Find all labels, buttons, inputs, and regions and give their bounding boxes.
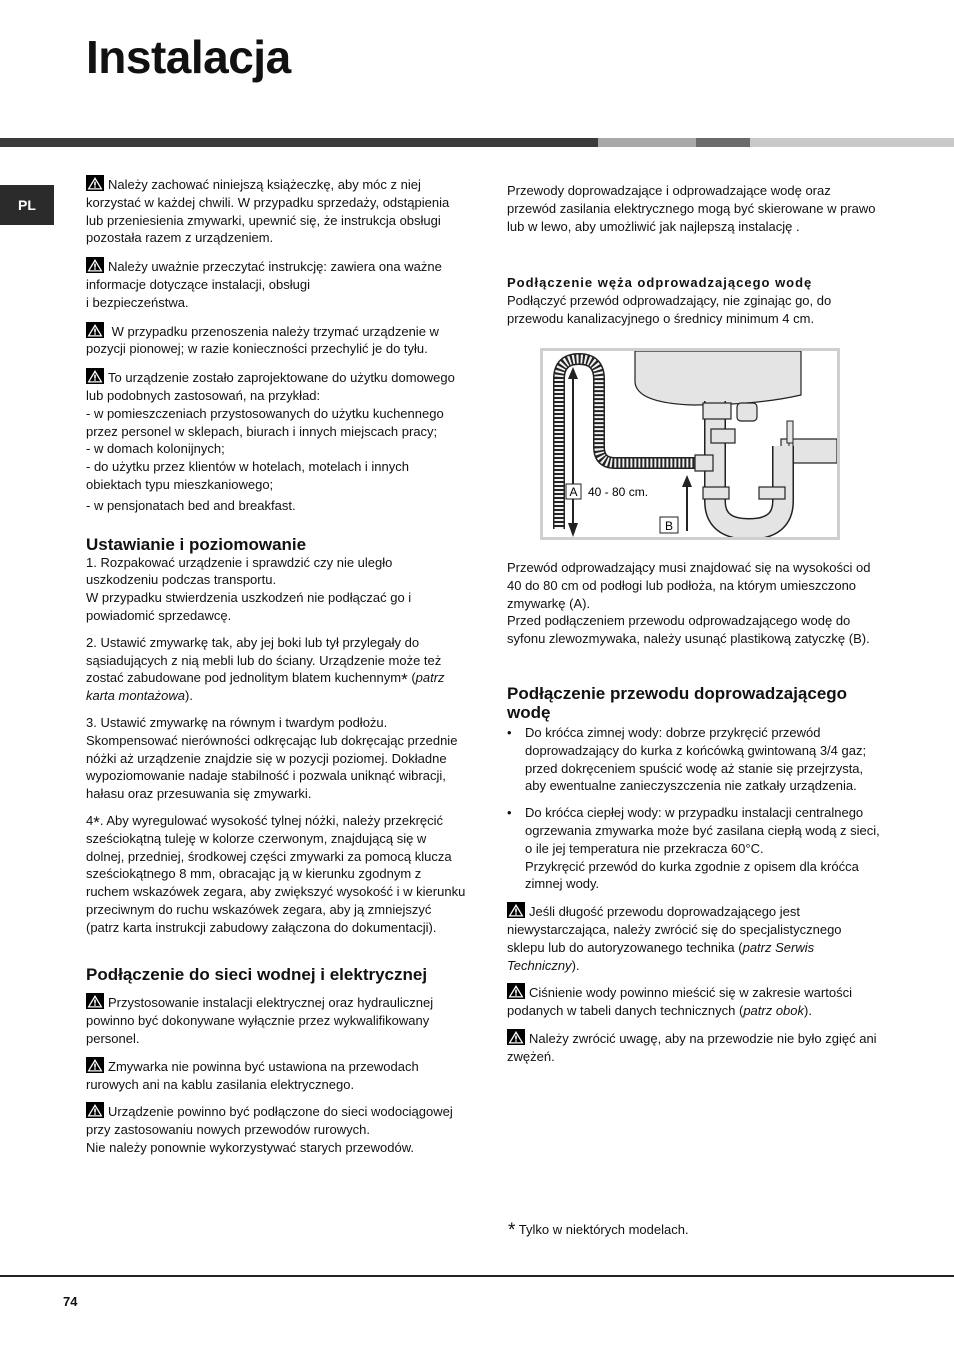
- warning-icon: [86, 1057, 104, 1073]
- use-list-item: - w pensjonatach bed and breakfast.: [86, 497, 296, 513]
- section-heading-leveling: Ustawianie i poziomowanie: [86, 534, 307, 554]
- page-number: 74: [63, 1294, 78, 1309]
- footnote-star: *: [401, 670, 408, 690]
- right-column-top: [507, 182, 877, 328]
- drain-plug-text: Przed podłączeniem przewodu odprowadzającego wodę do syfonu zlewozmywaka, należy usunąć plastikową zatyczkę (B).: [507, 613, 870, 647]
- old-pipes-note: Nie należy ponownie wykorzystywać starych przewodów.: [86, 1140, 415, 1156]
- left-column: [86, 175, 466, 1157]
- footnote-star: *: [93, 812, 100, 832]
- drain-hose-diagram: [540, 348, 840, 540]
- drain-diagram-svg: [543, 351, 837, 537]
- label-b: B: [664, 519, 674, 533]
- height-range-label: 40 - 80 cm.: [588, 485, 649, 499]
- warning-icon: [86, 368, 104, 384]
- drain-height-text: Przewód odprowadzający musi znajdować się na wysokości od 40 do 80 cm od podłogi lub podłoża, na którym umieszczono zmywarkę (A).: [507, 560, 871, 611]
- label-a: A: [569, 485, 578, 499]
- hoses-intro: Przewody doprowadzające i odprowadzające wodę oraz przewód zasilania elektrycznego mogą być skierowane w prawo lub w lewo, aby umożliwić jak najlepszą instalację .: [507, 183, 876, 234]
- section-heading-connection: Podłączenie do sieci wodnej i elektrycznej: [86, 965, 428, 985]
- inlet-bullet-list: [507, 724, 882, 893]
- warning-icon: [507, 983, 525, 999]
- subheading-drain-hose: Podłączenie węża odprowadzającego wodę: [507, 275, 813, 291]
- warning-icon: [86, 1102, 104, 1118]
- warning-icon: [507, 1029, 525, 1045]
- list-item-hot-water: • Do króćca ciepłej wody: w przypadku instalacji centralnego ogrzewania zmywarka może być zasilana ciepłą wodą z sieci, o ile jej temperatura nie przekracza 60°C. Przykręcić przewód do kurka zgodnie z opisem dla króćca zimnej wody.: [507, 804, 882, 893]
- warning-intended-use: To urządzenie zostało zaprojektowane do użytku domowego lub podobnych zastosowań, na przykład:: [86, 370, 455, 403]
- warning-transport: W przypadku przenoszenia należy trzymać urządzenie w pozycji pionowej; w razie konieczności przechylić je do tyłu.: [86, 323, 439, 357]
- section-heading-inlet: Podłączenie przewodu doprowadzającego wodę: [507, 683, 848, 722]
- warning-keep-booklet: Należy zachować niniejszą książeczkę, aby móc z niej korzystać w każdej chwili. W przypadku sprzedaży, odstąpienia lub przeniesienia zmywarki, upewnić się, że instrukcja obsługi pozostała razem z urządzeniem.: [86, 177, 450, 246]
- warning-icon: [86, 993, 104, 1009]
- footnote-star: *: [508, 1220, 516, 1241]
- drain-hose-text: Podłączyć przewód odprowadzający, nie zginając go, do przewodu kanalizacyjnego o średnicy minimum 4 cm.: [507, 293, 832, 326]
- step-2-reference: patrz karta montażowa: [86, 670, 445, 704]
- warning-no-kinks: Należy zwrócić uwagę, aby na przewodzie nie było zgięć ani zwężeń.: [507, 1030, 877, 1064]
- header-bar-mid: [598, 138, 696, 147]
- warning-qualified-personnel: Przystosowanie instalacji elektrycznej oraz hydraulicznej powinno być dokonywane wyłącznie przez wykwalifikowany personel.: [86, 995, 434, 1047]
- use-list-item: - w domach kolonijnych;: [86, 441, 225, 457]
- use-list-item: - w pomieszczeniach przystosowanych do użytku kuchennego przez personel w sklepach, biurach i innych miejscach pracy;: [86, 405, 444, 439]
- warning-icon: [86, 257, 104, 273]
- use-list-item: - do użytku przez klientów w hotelach, motelach i innych obiektach typu mieszkaniowego;: [86, 459, 409, 492]
- warning-icon: [507, 902, 525, 918]
- list-item-cold-water: • Do króćca zimnej wody: dobrze przykręcić przewód doprowadzający do kurka z końcówką gwintowaną 3/4 gaz; przed dokręceniem spuścić wodę aż stanie się przejrzysta, aby ewentualne zanieczyszczenia nie zatkały urządzenia.: [507, 724, 882, 795]
- header-bar-dark: [0, 138, 598, 147]
- warning-new-pipes: Urządzenie powinno być podłączone do sieci wodociągowej przy zastosowaniu nowych przewodów rurowych.: [86, 1104, 453, 1138]
- warning-icon: [86, 322, 104, 338]
- step-1-note: W przypadku stwierdzenia uszkodzeń nie podłączać go i powiadomić sprzedawcę.: [86, 590, 412, 623]
- page-title: Instalacja: [86, 31, 291, 83]
- footer-rule: [0, 1275, 954, 1277]
- step-2: 2. Ustawić zmywarkę tak, aby jej boki lub tył przylegały do sąsiadujących z nią mebli lub do ściany. Urządzenie może też zostać zabudowane pod jednolitym blatem kuchennym* (patrz karta montażowa).: [86, 634, 445, 704]
- warning-read-instructions: Należy uważnie przeczytać instrukcję: zawiera ona ważne informacje dotyczące instalacji, obsługi i bezpieczeństwa.: [86, 259, 442, 310]
- step-1: 1. Rozpakować urządzenie i sprawdzić czy nie uległo uszkodzeniu podczas transportu.: [86, 554, 393, 588]
- warning-no-pipes: Zmywarka nie powinna być ustawiona na przewodach rurowych ani na kablu zasilania elektrycznego.: [86, 1058, 419, 1092]
- warning-water-pressure: Ciśnienie wody powinno mieścić się w zakresie wartości podanych w tabeli danych technicznych (patrz obok).: [507, 985, 852, 1019]
- sink-bowl: [635, 351, 801, 405]
- step-3: 3. Ustawić zmywarkę na równym i twardym podłożu. Skompensować nierówności odkręcając lub dokręcając przednie nóżki aż urządzenie znajdzie się w pozycji poziomej. Dokładne wypoziomowanie nadaje stabilność i pozwala uniknąć wibracji, hałasu oraz przesuwania się zmywarki.: [86, 714, 458, 802]
- step-4: 4*. Aby wyregulować wysokość tylnej nóżki, należy przekręcić sześciokątną tuleję w kolorze czerwonym, znajdującą się w dolnej, przedniej, środkowej części zmywarki za pomocą klucza sześciokątnego 8 mm, obracając ją w kierunku zgodnym z ruchem wskazówek zegara, aby zwiększyć wysokość i w kierunku przeciwnym do ruchu wskazówek zegara, aby ją zmniejszyć (patrz karta instrukcji zabudowy załączona do dokumentacji).: [86, 812, 466, 935]
- header-bar-darkmid: [696, 138, 750, 147]
- warning-icon: [86, 175, 104, 191]
- header-bar-light: [750, 138, 954, 147]
- right-column-bottom: [507, 559, 882, 1066]
- footnote: * Tylko w niektórych modelach.: [508, 1220, 689, 1241]
- warning-hose-length: Jeśli długość przewodu doprowadzającego jest niewystarczająca, należy zwrócić się do specjalistycznego sklepu lub do autoryzowanego technika (patrz Serwis Techniczny).: [507, 904, 842, 973]
- language-tab: PL: [0, 185, 54, 225]
